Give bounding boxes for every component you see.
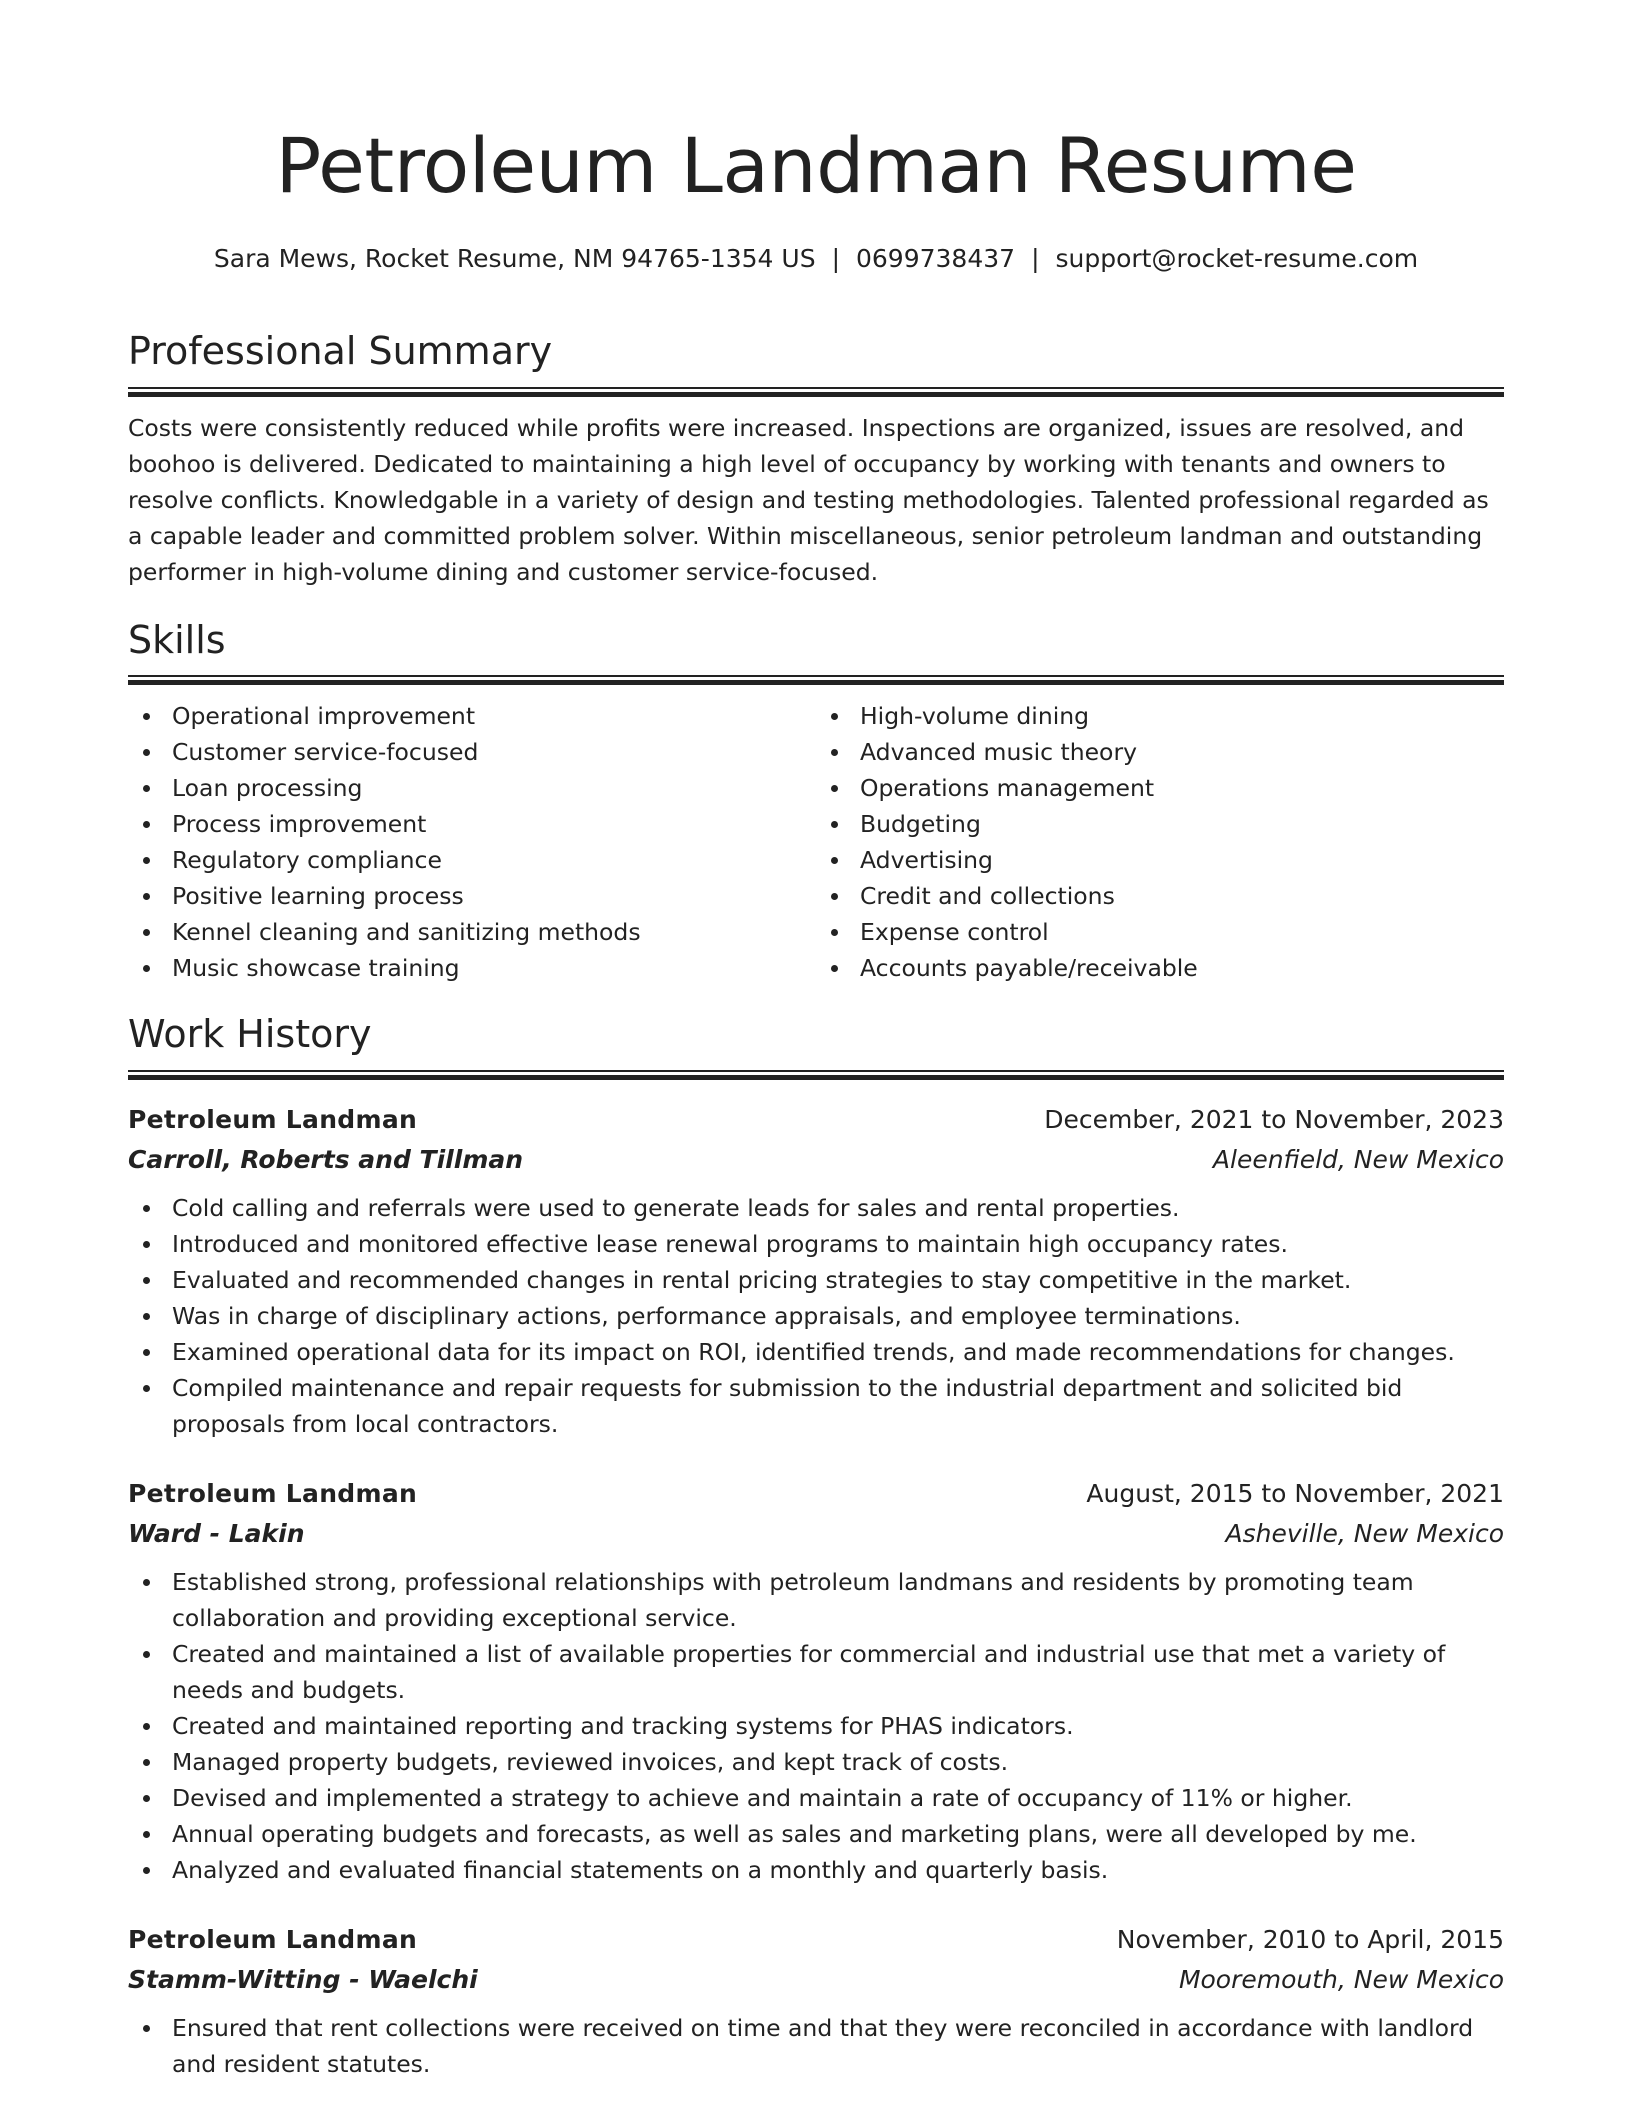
job-location: Mooremouth, New Mexico [1178,1964,1504,1994]
section-divider [128,1070,1504,1080]
job-duty: Created and maintained a list of available properties for commercial and industrial use that met a variety of needs and budgets. [128,1636,1504,1708]
job-entry [128,1920,1504,2082]
job-subheader [128,1960,1504,2000]
work-history-section [128,1012,1504,2082]
skill-item: Operational improvement [128,698,816,734]
page-title: Petroleum Landman Resume [275,121,1357,210]
job-location: Aleenfield, New Mexico [1212,1144,1504,1174]
skill-item: Kennel cleaning and sanitizing methods [128,914,816,950]
skills-list-right [816,698,1504,986]
section-divider [128,387,1504,397]
job-company: Carroll, Roberts and Tillman [128,1144,524,1174]
skill-item: Operations management [816,770,1504,806]
job-header [128,1474,1504,1514]
job-duty: Analyzed and evaluated financial statements on a monthly and quarterly basis. [128,1852,1504,1888]
skill-item: Expense control [816,914,1504,950]
job-duty: Introduced and monitored effective lease renewal programs to maintain high occupancy rates. [128,1226,1504,1262]
job-dates: December, 2021 to November, 2023 [1044,1104,1504,1134]
skill-item: Customer service-focused [128,734,816,770]
summary-section [128,329,1504,590]
contact-separator: | [1031,244,1040,273]
job-duty: Evaluated and recommended changes in rental pricing strategies to stay competitive in the market. [128,1262,1504,1298]
skill-item: Advertising [816,842,1504,878]
job-title: Petroleum Landman [128,1924,418,1954]
job-subheader [128,1514,1504,1554]
job-duty: Cold calling and referrals were used to generate leads for sales and rental properties. [128,1190,1504,1226]
contact-line [128,244,1504,273]
job-subheader [128,1140,1504,1180]
job-title: Petroleum Landman [128,1478,418,1508]
job-header [128,1920,1504,1960]
skill-item: Credit and collections [816,878,1504,914]
job-dates: November, 2010 to April, 2015 [1116,1924,1504,1954]
skills-heading: Skills [128,617,226,662]
job-company: Stamm-Witting - Waelchi [128,1964,478,1994]
job-header [128,1100,1504,1140]
skill-item: Budgeting [816,806,1504,842]
skill-item: High-volume dining [816,698,1504,734]
job-duty: Ensured that rent collections were received on time and that they were reconciled in accordance with landlord and resident statutes. [128,2010,1504,2082]
section-divider [128,675,1504,685]
summary-text: Costs were consistently reduced while profits were increased. Inspections are organized, issues are resolved, and boohoo is delivered. Dedicated to maintaining a high level of occupancy by working with tenants and owners to resolve conflicts. Knowledgable in a variety of design and testing methodologies. Talented professional regarded as a capable leader and committed problem solver. Within miscellaneous, senior petroleum landman and outstanding performer in high-volume dining and customer service-focused. [128,413,1489,586]
job-duties [128,1564,1504,1888]
job-duty: Annual operating budgets and forecasts, as well as sales and marketing plans, were all developed by me. [128,1816,1504,1852]
job-entry [128,1100,1504,1442]
skill-item: Loan processing [128,770,816,806]
skills-section [128,618,1504,987]
job-location: Asheville, New Mexico [1225,1518,1504,1548]
job-duty: Created and maintained reporting and tracking systems for PHAS indicators. [128,1708,1504,1744]
job-duty: Established strong, professional relationships with petroleum landmans and residents by promoting team collaboration and providing exceptional service. [128,1564,1504,1636]
job-duties [128,2010,1504,2082]
job-duties [128,1190,1504,1442]
skill-item: Process improvement [128,806,816,842]
job-duty: Devised and implemented a strategy to achieve and maintain a rate of occupancy of 11% or higher. [128,1780,1504,1816]
job-duty: Managed property budgets, reviewed invoices, and kept track of costs. [128,1744,1504,1780]
skills-columns [128,698,1504,986]
job-company: Ward - Lakin [128,1518,305,1548]
job-duty: Was in charge of disciplinary actions, performance appraisals, and employee terminations. [128,1298,1504,1334]
skill-item: Accounts payable/receivable [816,950,1504,986]
job-duty: Examined operational data for its impact on ROI, identified trends, and made recommendations for changes. [128,1334,1504,1370]
skills-list-left [128,698,816,986]
skill-item: Positive learning process [128,878,816,914]
job-duty: Compiled maintenance and repair requests for submission to the industrial department and solicited bid proposals from local contractors. [128,1370,1504,1442]
skill-item: Advanced music theory [816,734,1504,770]
contact-address: Sara Mews, Rocket Resume, NM 94765-1354 US [213,244,816,273]
summary-heading: Professional Summary [128,329,553,373]
job-dates: August, 2015 to November, 2021 [1086,1478,1504,1508]
work-history-heading: Work History [128,1012,372,1057]
contact-separator: | [831,244,840,273]
job-entry [128,1474,1504,1888]
job-title: Petroleum Landman [128,1104,418,1134]
skill-item: Regulatory compliance [128,842,816,878]
contact-phone: 0699738437 [856,244,1016,273]
skill-item: Music showcase training [128,950,816,986]
contact-email: support@rocket-resume.com [1055,244,1419,273]
